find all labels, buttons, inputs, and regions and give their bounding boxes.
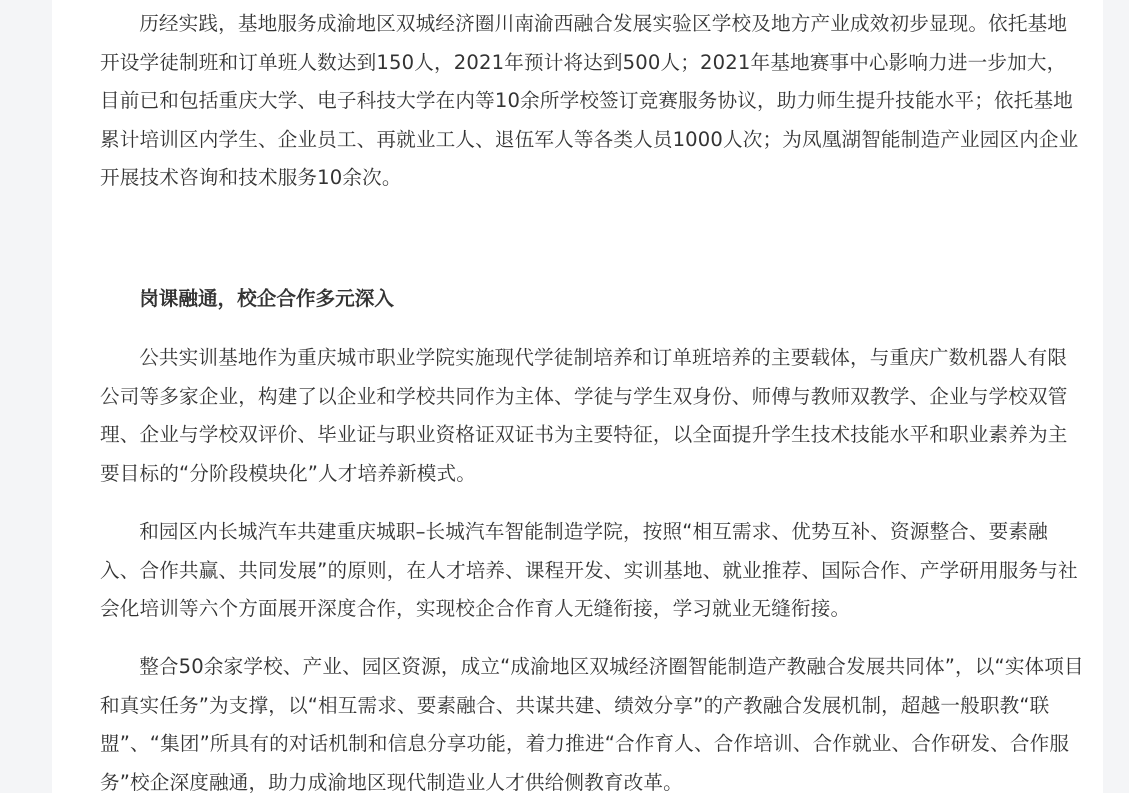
- article-paragraph: 整合50余家学校、产业、园区资源，成立“成渝地区双城经济圈智能制造产教融合发展共同体”，以“实体项目和真实任务”为支撑，以“相互需求、要素融合、共谋共建、绩效分享”的产教融合发展机制，超越一般职教“联盟”、“集团”所具有的对话机制和信息分享功能，着力推进“合作育人、合作培训、合作就业、合作研发、合作服务”校企深度融通，助力成渝地区现代制造业人才供给侧教育改革。: [100, 655, 1084, 793]
- article-paragraph: 公共实训基地作为重庆城市职业学院实施现代学徒制培养和订单班培养的主要载体，与重庆广数机器人有限公司等多家企业，构建了以企业和学校共同作为主体、学徒与学生双身份、师傅与教师双教学、企业与学校双管理、企业与学校双评价、毕业证与职业资格证双证书为主要特征，以全面提升学生技术技能水平和职业素养为主要目标的“分阶段模块化”人才培养新模式。: [100, 346, 1068, 485]
- page-gutter-right: [1103, 0, 1129, 793]
- article-paragraph: 历经实践，基地服务成渝地区双城经济圈川南渝西融合发展实验区学校及地方产业成效初步显现。依托基地开设学徒制班和订单班人数达到150人，2021年预计将达到500人；2021年基地赛事中心影响力进一步加大，目前已和包括重庆大学、电子科技大学在内等10余所学校签订竞赛服务协议，助力师生提升技能水平；依托基地累计培训区内学生、企业员工、再就业工人、退伍军人等各类人员1000人次；为凤凰湖智能制造产业园区内企业开展技术咨询和技术服务10余次。: [100, 12, 1079, 189]
- section-heading: 岗课融通，校企合作多元深入: [139, 287, 394, 310]
- article-body: [52, 0, 1103, 793]
- page-gutter-left: [0, 0, 52, 793]
- article-paragraph: 和园区内长城汽车共建重庆城职–长城汽车智能制造学院，按照“相互需求、优势互补、资源整合、要素融入、合作共赢、共同发展”的原则，在人才培养、课程开发、实训基地、就业推荐、国际合作、产学研用服务与社会化培训等六个方面展开深度合作，实现校企合作育人无缝衔接，学习就业无缝衔接。: [100, 520, 1078, 620]
